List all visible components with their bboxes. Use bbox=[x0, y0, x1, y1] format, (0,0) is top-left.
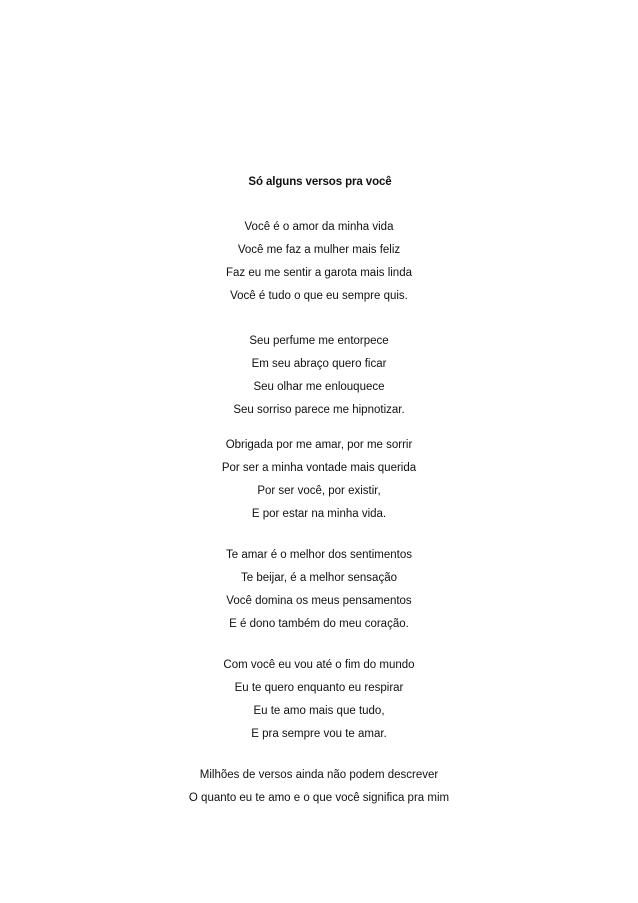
poem-line: Te amar é o melhor dos sentimentos bbox=[225, 549, 412, 561]
poem-line: Milhões de versos ainda não podem descrever bbox=[199, 769, 439, 781]
poem-line: Te beijar, é a melhor sensação bbox=[241, 572, 397, 584]
poem-title: Só alguns versos pra você bbox=[248, 176, 392, 188]
poem-line: E é dono também do meu coração. bbox=[229, 618, 409, 630]
poem-line: Seu perfume me entorpece bbox=[249, 335, 389, 347]
poem-line: Você domina os meus pensamentos bbox=[226, 595, 412, 607]
poem-line: Seu sorriso parece me hipnotizar. bbox=[233, 404, 405, 416]
poem-line: Por ser a minha vontade mais querida bbox=[221, 462, 417, 474]
poem-line: Por ser você, por existir, bbox=[257, 485, 381, 497]
poem-line: E por estar na minha vida. bbox=[251, 508, 387, 520]
poem-line: Obrigada por me amar, por me sorrir bbox=[225, 439, 413, 451]
poem-line: Você é tudo o que eu sempre quis. bbox=[230, 290, 408, 302]
poem-line: Em seu abraço quero ficar bbox=[251, 358, 387, 370]
poem-line: O quanto eu te amo e o que você significa pra mim bbox=[188, 792, 450, 804]
poem-line: E pra sempre vou te amar. bbox=[251, 728, 387, 740]
poem-line: Faz eu me sentir a garota mais linda bbox=[225, 267, 412, 279]
poem-line: Você é o amor da minha vida bbox=[244, 221, 394, 233]
poem-line: Eu te amo mais que tudo, bbox=[253, 705, 385, 717]
poem-line: Com você eu vou até o fim do mundo bbox=[223, 659, 415, 671]
poem-line: Você me faz a mulher mais feliz bbox=[237, 244, 401, 256]
poem-line: Eu te quero enquanto eu respirar bbox=[234, 682, 404, 694]
poem-line: Seu olhar me enlouquece bbox=[253, 381, 385, 393]
